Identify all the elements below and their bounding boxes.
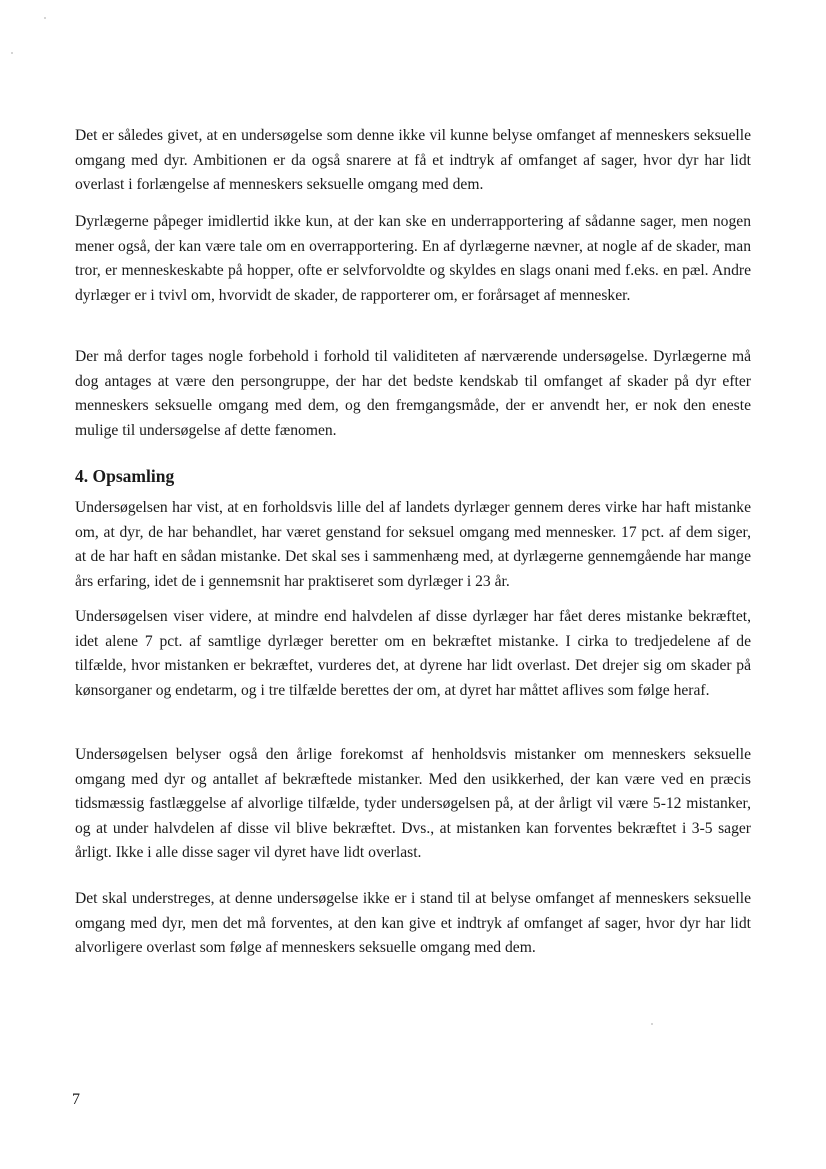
paragraph-validity: Der må derfor tages nogle forbehold i forhold til validiteten af nærværende undersøgelse. Dyrlægerne må dog antages at være den persongruppe, der har det bedste kendskab til omfanget af skader på dyr efter menneskers seksuelle omgang med dem, og den fremgangsmåde, der er anvendt her, er nok den eneste mulige til undersøgelse af dette fænomen.	[75, 348, 751, 439]
page-number: 7	[72, 1091, 80, 1108]
scan-speck	[651, 1023, 653, 1025]
paragraph-conclusion: Det skal understreges, at denne undersøgelse ikke er i stand til at belyse omfanget af menneskers seksuelle omgang med dyr, men det må forventes, at den kan give et indtryk af omfanget af sager, hvor dyr har lidt alvorligere overlast som følge af menneskers seksuelle omgang med dem.	[75, 890, 751, 957]
scan-speck	[11, 52, 13, 54]
paragraph-scope: Det er således givet, at en undersøgelse som denne ikke vil kunne belyse omfanget af menneskers seksuelle omgang med dyr. Ambitionen er da også snarere at få et indtryk af omfanget af sager, hvor dyr har lidt overlast i forlængelse af menneskers seksuelle omgang med dem.	[75, 127, 751, 194]
scan-speck	[44, 17, 46, 19]
paragraph-summary-findings: Undersøgelsen har vist, at en forholdsvis lille del af landets dyrlæger gennem deres virke har haft mistanke om, at dyr, de har behandlet, har været genstand for seksuel omgang med mennesker. 17 pct. af dem siger, at de har haft en sådan mistanke. Det skal ses i sammenhæng med, at dyrlægerne gennemgående har mange års erfaring, idet de i gennemsnit har praktiseret som dyrlæger i 23 år.	[75, 499, 751, 590]
paragraph-confirmed-suspicions: Undersøgelsen viser videre, at mindre end halvdelen af disse dyrlæger har fået deres mistanke bekræftet, idet alene 7 pct. af samtlige dyrlæger beretter om en bekræftet mistanke. I cirka to tredjedelene af de tilfælde, hvor mistanken er bekræftet, vurderes det, at dyrene har lidt overlast. Det drejer sig om skader på kønsorganer og endetarm, og i tre tilfælde berettes der om, at dyret har måttet aflives som følge heraf.	[75, 608, 751, 699]
section-heading: 4. Opsamling	[75, 466, 175, 486]
paragraph-annual-occurrence: Undersøgelsen belyser også den årlige forekomst af henholdsvis mistanker om menneskers seksuelle omgang med dyr og antallet af bekræftede mistanker. Med den usikkerhed, der kan være ved en præcis tidsmæssig fastlæggelse af alvorlige tilfælde, tyder undersøgelsen på, at der årligt vil være 5-12 mistanker, og at under halvdelen af disse vil blive bekræftet. Dvs., at mistanken kan forventes bekræftet i 3-5 sager årligt. Ikke i alle disse sager vil dyret have lidt overlast.	[75, 746, 751, 862]
paragraph-reporting: Dyrlægerne påpeger imidlertid ikke kun, at der kan ske en underrapportering af sådanne sager, men nogen mener også, der kan være tale om en overrapportering. En af dyrlægerne nævner, at nogle af de skader, man tror, er menneskeskabte på hopper, ofte er selvforvoldte og skyldes en slags onani med f.eks. en pæl. Andre dyrlæger er i tvivl om, hvorvidt de skader, de rapporterer om, er forårsaget af mennesker.	[75, 213, 751, 304]
